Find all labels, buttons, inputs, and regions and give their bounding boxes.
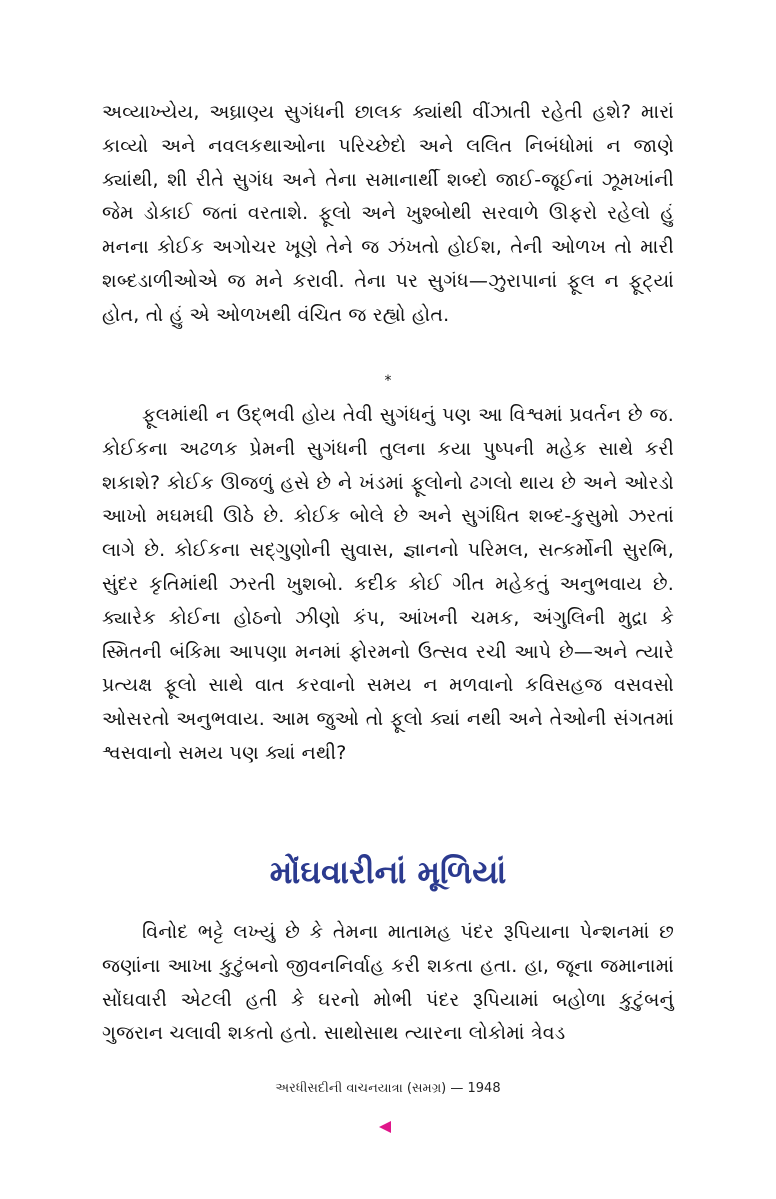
- paragraph-2: ફૂલમાંથી ન ઉદ્ભવી હોય તેવી સુગંધનું પણ આ વિશ્વમાં પ્રવર્તન છે જ. કોઈકના અઢળક પ્રેમની સુગંધની તુલના કયા પુષ્પની મહેક સાથે કરી શકાશે? કોઈક ઊજળું હસે છે ને ખંડમાં ફૂલોનો ઢગલો થાય છે અને ઓરડો આખો મઘમઘી ઊઠે છે. કોઈક બોલે છે અને સુગંધિત શબ્દ-કુસુમો ઝરતાં લાગે છે. કોઈકના સદ્ગુણોની સુવાસ, જ્ઞાનનો પરિમલ, સત્કર્મોની સુરભિ, સુંદર કૃતિમાંથી ઝરતી ખુશબો. કદીક કોઈ ગીત મહેકતું અનુભવાય છે. ક્યારેક કોઈના હોઠનો ઝીણો કંપ, આંખની ચમક, અંગુલિની મુદ્રા કે સ્મિતની બંકિમા આપણા મનમાં ફોરમનો ઉત્સવ રચી આપે છે—અને ત્યારે પ્રત્યક્ષ ફૂલો સાથે વાત કરવાનો સમય ન મળવાનો કવિસહજ વસવસો ઓસરતો અનુભવાય. આમ જુઓ તો ફૂલો ક્યાં નથી અને તેઓની સંગતમાં શ્વસવાનો સમય પણ ક્યાં નથી?: [102, 404, 674, 764]
- body-section-2: [102, 399, 674, 771]
- chapter-heading: મોંઘવારીનાં મૂળિયાં: [269, 853, 507, 891]
- body-section-1: [102, 96, 674, 333]
- body-section-3: [102, 916, 674, 1051]
- previous-page-icon[interactable]: [379, 1121, 391, 1133]
- paragraph-1: અવ્યાખ્યેય, અઘ્રાણ્ય સુગંધની છાલક ક્યાંથી વીંઝાતી રહેતી હશે? મારાં કાવ્યો અને નવલકથાઓના પરિચ્છેદો અને લલિત નિબંધોમાં ન જાણે ક્યાંથી, શી રીતે સુગંધ અને તેના સમાનાર્થી શબ્દો જાઈ-જૂઈનાં ઝૂમખાંની જેમ ડોકાઈ જતાં વરતાશે. ફૂલો અને ખુશ્બોથી સરવાળે ઊફરો રહેલો હું મનના કોઈક અગોચર ખૂણે તેને જ ઝંખતો હોઈશ, તેની ઓળખ તો મારી શબ્દડાળીઓએ જ મને કરાવી. તેના પર સુગંધ—ઝુરાપાનાં ફૂલ ન ફૂટ્યાં હોત, તો હું એ ઓળખથી વંચિત જ રહ્યો હોત.: [102, 101, 674, 326]
- section-separator: *: [384, 373, 392, 389]
- page-footer: અરધીસદીની વાચનયાત્રા (સમગ્ર) — 1948: [275, 1081, 501, 1096]
- paragraph-3: વિનોદ ભટ્ટે લખ્યું છે કે તેમના માતામહ પંદર રૂપિયાના પેન્શનમાં છ જણાંના આખા કુટુંબનો જીવનનિર્વાહ કરી શકતા હતા. હા, જૂના જમાનામાં સોંઘવારી એટલી હતી કે ઘરનો મોભી પંદર રૂપિયામાં બહોળા કુટુંબનું ગુજરાન ચલાવી શકતો હતો. સાથોસાથ ત્યારના લોકોમાં ત્રેવડ: [102, 921, 674, 1045]
